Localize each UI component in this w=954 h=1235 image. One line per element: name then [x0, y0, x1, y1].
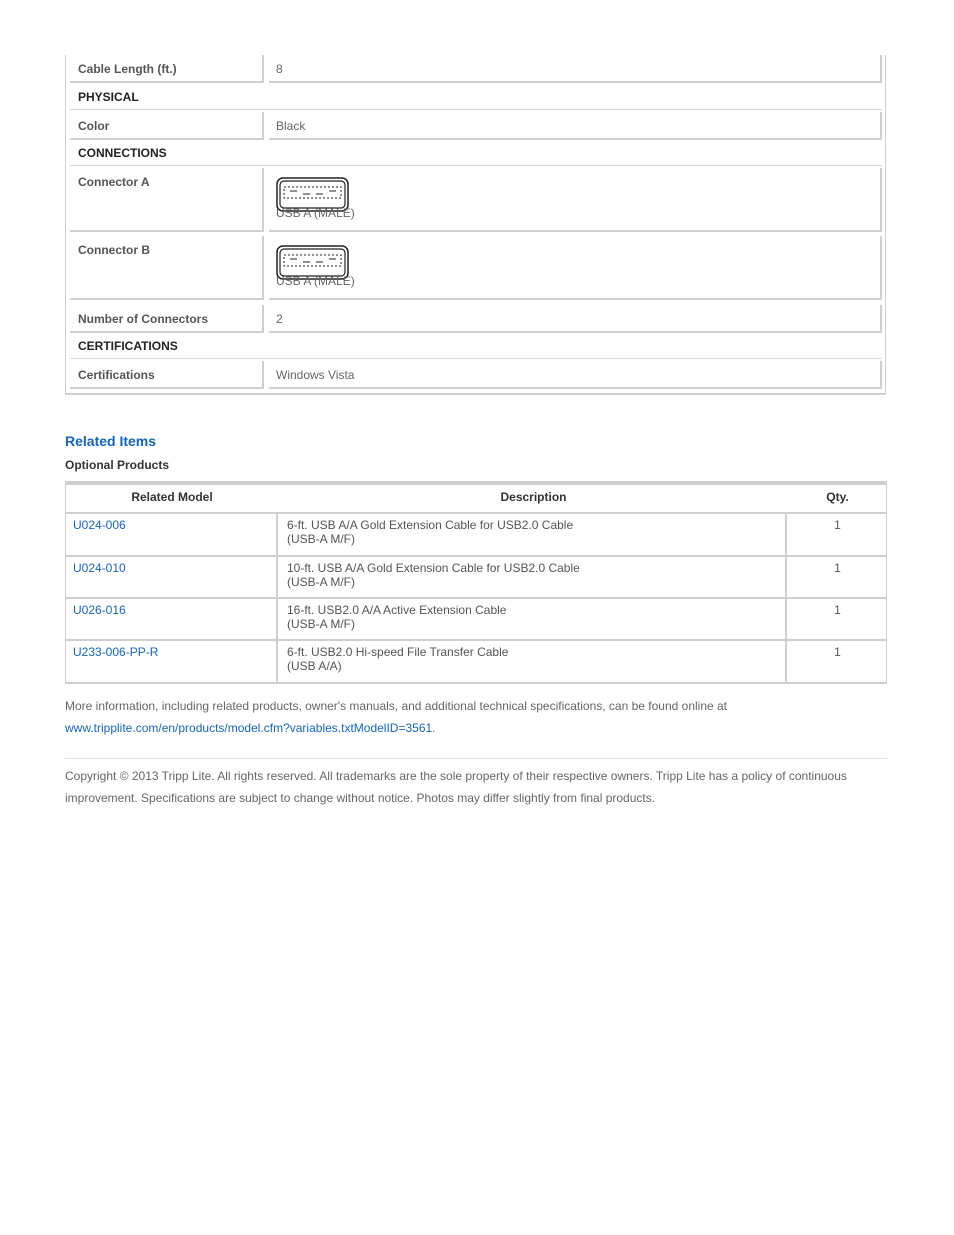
column-header-description: Description	[500, 490, 567, 504]
spec-value: 2	[269, 305, 882, 333]
product-page-link[interactable]: www.tripplite.com/en/products/model.cfm?variables.txtModelID=3561.	[65, 721, 436, 735]
description-line: 6-ft. USB2.0 Hi-speed File Transfer Cable	[287, 645, 509, 659]
column-header-qty: Qty.	[826, 490, 849, 504]
connector-b-value: USB A (MALE)	[276, 274, 355, 288]
description-line: (USB-A M/F)	[287, 532, 355, 546]
copyright-notice: Copyright © 2013 Tripp Lite. All rights reserved. All trademarks are the sole property of their respective owners. Tripp Lite has a policy of continuous improvement. Specifications are subject to change without notice. Photos may differ slightly from final products.	[65, 769, 847, 805]
spec-label: Cable Length (ft.)	[70, 55, 264, 83]
related-products-table	[65, 481, 887, 684]
spec-label: Number of Connectors	[70, 305, 264, 333]
spec-label: Certifications	[70, 361, 264, 389]
spec-label: Connector B	[70, 236, 264, 300]
description-line: (USB A/A)	[287, 659, 342, 673]
table-row-model-link[interactable]: U026-016	[66, 599, 278, 639]
section-header-certifications: CERTIFICATIONS	[70, 332, 882, 359]
description-line: (USB-A M/F)	[287, 575, 355, 589]
spec-value	[269, 236, 882, 300]
table-row-model-link[interactable]: U233-006-PP-R	[66, 641, 278, 682]
description-line: 16-ft. USB2.0 A/A Active Extension Cable	[287, 603, 507, 617]
table-row-qty: 1	[834, 603, 841, 617]
spec-value: Black	[269, 112, 882, 140]
optional-products-heading: Optional Products	[65, 458, 170, 472]
table-row-model-link[interactable]: U024-010	[66, 557, 278, 597]
more-information-text	[65, 695, 887, 739]
table-row-qty: 1	[834, 518, 841, 532]
column-header-model: Related Model	[131, 490, 213, 504]
section-header-physical: PHYSICAL	[70, 83, 882, 110]
spec-value: Windows Vista	[269, 361, 882, 389]
spec-value	[269, 168, 882, 232]
connector-a-value: USB A (MALE)	[276, 206, 355, 220]
footer-divider	[65, 758, 887, 759]
related-items-heading: Related Items	[65, 433, 157, 449]
table-row-qty: 1	[834, 645, 841, 659]
table-row-description	[280, 557, 787, 597]
more-info-sentence: More information, including related products, owner's manuals, and additional technical specifications, can be found online at	[65, 699, 728, 713]
spec-table	[65, 55, 886, 395]
description-line: 10-ft. USB A/A Gold Extension Cable for USB2.0 Cable	[287, 561, 580, 575]
section-header-connections: CONNECTIONS	[70, 139, 882, 166]
description-line: (USB-A M/F)	[287, 617, 355, 631]
table-row-description	[280, 599, 787, 639]
spec-label: Connector A	[70, 168, 264, 232]
table-row-qty: 1	[834, 561, 841, 575]
spec-label: Color	[70, 112, 264, 140]
table-row-model-link[interactable]: U024-006	[66, 514, 278, 555]
table-row-description	[280, 641, 787, 682]
spec-value: 8	[269, 55, 882, 83]
description-line: 6-ft. USB A/A Gold Extension Cable for USB2.0 Cable	[287, 518, 574, 532]
table-row-description	[280, 514, 787, 555]
